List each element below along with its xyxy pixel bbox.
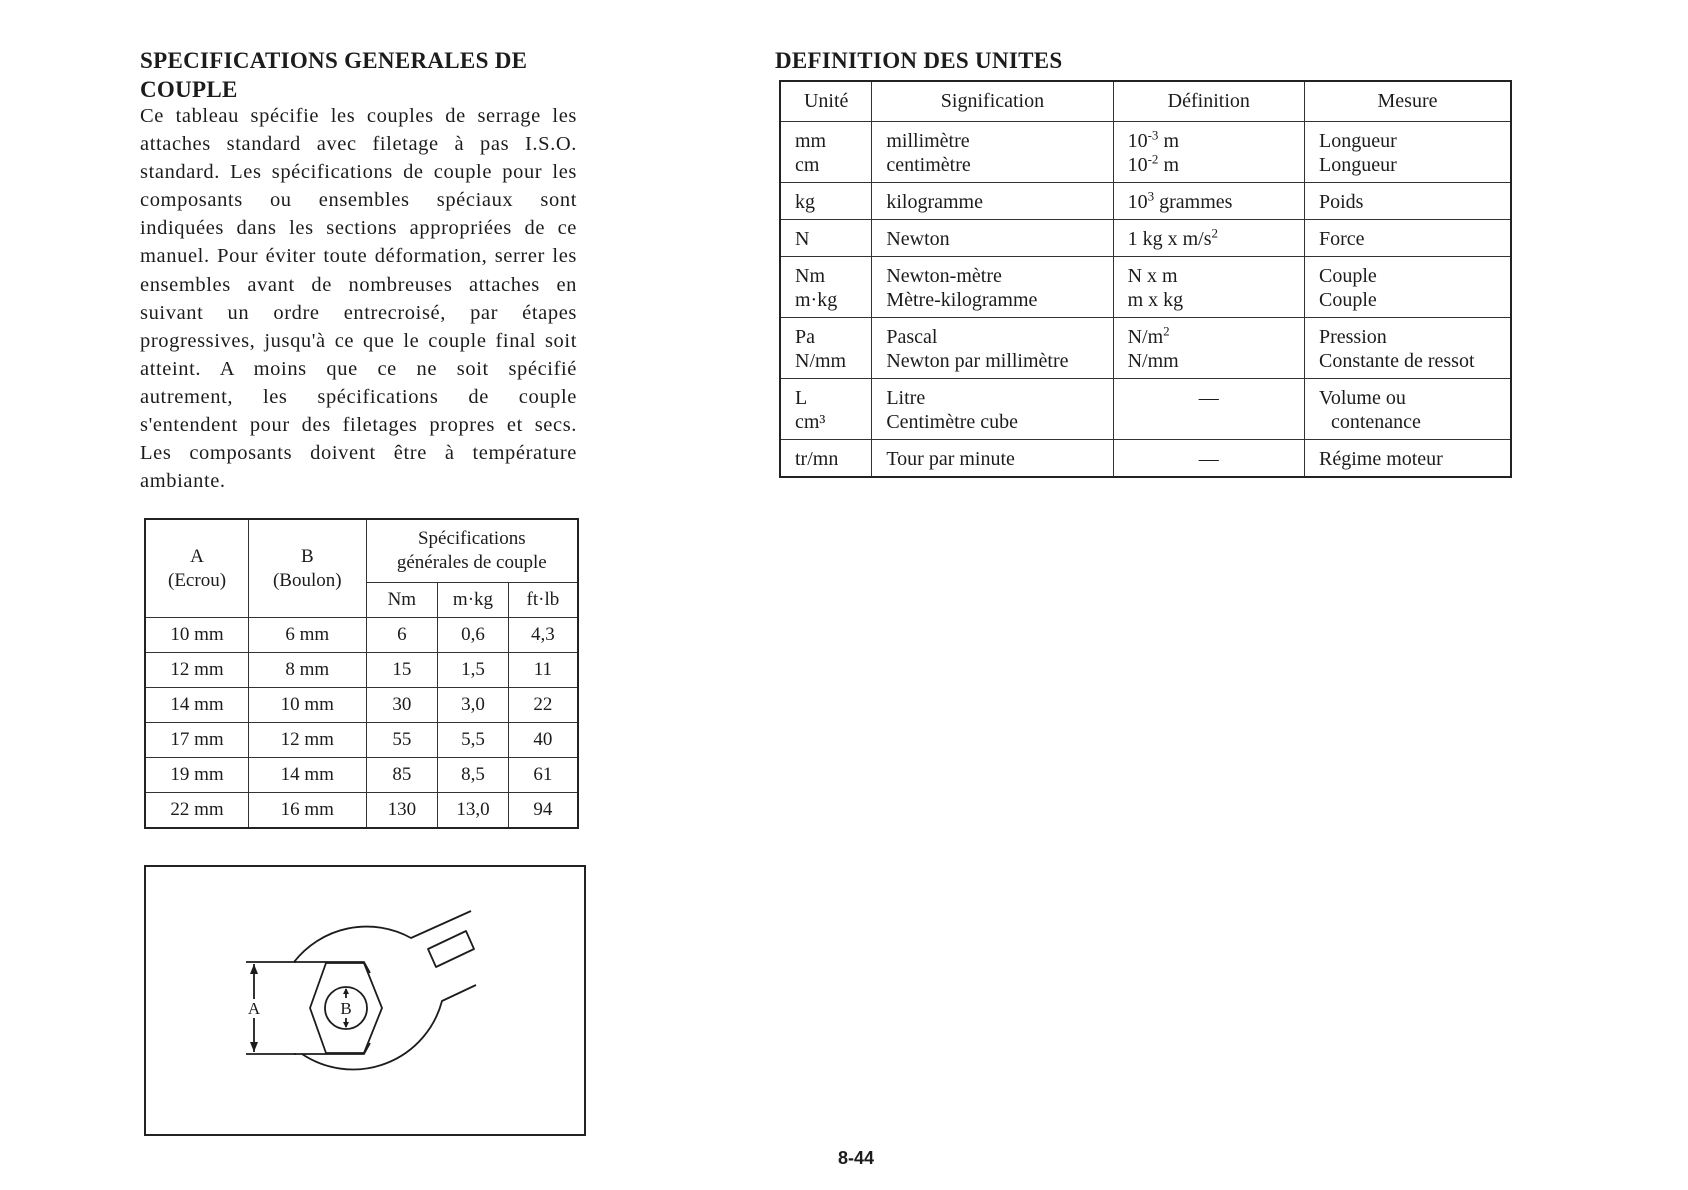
units-cell-signification <box>872 440 1113 478</box>
units-cell-mesure <box>1304 257 1511 318</box>
signification-text: Tour par minute <box>886 448 1015 470</box>
unite-text: kg <box>795 191 815 213</box>
mesure-text: Couple <box>1318 265 1377 287</box>
table-row <box>780 318 1511 379</box>
label-b: B <box>340 999 352 1018</box>
definition-suffix: m <box>1158 130 1179 152</box>
torque-cell: 94 <box>508 793 578 829</box>
definition-exponent: -2 <box>1147 151 1159 167</box>
unite-text: cm <box>795 154 820 176</box>
units-cell-unite <box>780 440 872 478</box>
signification-text: centimètre <box>886 154 971 176</box>
torque-cell: 15 <box>366 653 438 688</box>
table-row <box>780 122 1511 183</box>
units-cell-definition <box>1113 379 1304 440</box>
torque-cell: 16 mm <box>249 793 367 829</box>
arrow-a-up <box>250 964 258 974</box>
definition-text: 10 <box>1127 130 1148 152</box>
mesure-text: Régime moteur <box>1318 448 1443 470</box>
units-cell-mesure <box>1304 122 1511 183</box>
torque-cell: 30 <box>366 688 438 723</box>
wrench-diagram <box>146 867 584 1134</box>
definition-suffix: m <box>1158 154 1179 176</box>
group-line2: générales de couple <box>396 552 547 573</box>
arrow-b-down <box>343 1022 349 1028</box>
mesure-text: contenance <box>1330 411 1421 433</box>
torque-cell: 14 mm <box>145 688 249 723</box>
units-cell-mesure <box>1304 183 1511 220</box>
torque-cell: 19 mm <box>145 758 249 793</box>
table-row <box>780 183 1511 220</box>
torque-cell: 130 <box>366 793 438 829</box>
units-cell-signification <box>872 220 1113 257</box>
units-table <box>779 80 1512 478</box>
definition-exponent: 2 <box>1163 323 1170 339</box>
unite-text: Pa <box>795 326 815 348</box>
torque-cell: 1,5 <box>438 653 509 688</box>
table-row <box>145 793 578 829</box>
torque-heading <box>140 46 580 104</box>
wrench-slot <box>428 931 474 967</box>
wrench-jaw <box>294 962 370 1054</box>
units-cell-unite <box>780 257 872 318</box>
signification-text: Centimètre cube <box>886 411 1018 433</box>
wrench-figure <box>144 865 586 1136</box>
units-cell-definition <box>1113 440 1304 478</box>
col-a-letter: A <box>190 545 204 567</box>
signification-text: millimètre <box>886 130 970 152</box>
torque-cell: 22 mm <box>145 793 249 829</box>
definition-text: 10 <box>1127 191 1148 213</box>
torque-cell: 10 mm <box>145 618 249 653</box>
units-header-definition: Définition <box>1113 81 1304 122</box>
torque-cell: 17 mm <box>145 723 249 758</box>
table-row <box>780 257 1511 318</box>
units-cell-unite <box>780 122 872 183</box>
torque-cell: 12 mm <box>145 653 249 688</box>
unite-text: mm <box>795 130 827 152</box>
unite-text: cm³ <box>795 411 826 433</box>
table-row <box>145 618 578 653</box>
units-header-signification: Signification <box>872 81 1113 122</box>
units-cell-signification <box>872 183 1113 220</box>
mesure-text: Constante de ressot <box>1318 350 1475 372</box>
torque-cell: 13,0 <box>438 793 509 829</box>
units-cell-unite <box>780 318 872 379</box>
definition-text: N/m <box>1127 326 1164 348</box>
torque-cell: 22 <box>508 688 578 723</box>
arrow-a-down <box>250 1042 258 1052</box>
torque-cell: 0,6 <box>438 618 509 653</box>
unite-text: N <box>795 228 810 250</box>
torque-cell: 8,5 <box>438 758 509 793</box>
mesure-text: Longueur <box>1318 130 1397 152</box>
units-cell-mesure <box>1304 220 1511 257</box>
signification-text: kilogramme <box>886 191 983 213</box>
torque-cell: 6 mm <box>249 618 367 653</box>
units-cell-signification <box>872 122 1113 183</box>
table-row <box>780 440 1511 478</box>
definition-text: — <box>1198 387 1219 409</box>
col-a-label: (Ecrou) <box>168 569 227 591</box>
unit-header-ftlb: ft·lb <box>508 583 578 618</box>
definition-text: N/mm <box>1127 350 1179 372</box>
mesure-text: Poids <box>1318 191 1364 213</box>
definition-exponent: -3 <box>1147 127 1159 143</box>
units-heading: DEFINITION DES UNITES <box>775 48 1063 73</box>
signification-text: Litre <box>886 387 926 409</box>
col-a-header <box>145 519 249 618</box>
units-cell-signification <box>872 257 1113 318</box>
definition-text: 1 kg x m/s <box>1127 228 1212 250</box>
torque-cell: 8 mm <box>249 653 367 688</box>
signification-text: Pascal <box>886 326 938 348</box>
label-a: A <box>247 999 261 1018</box>
units-cell-mesure <box>1304 440 1511 478</box>
definition-suffix: grammes <box>1154 191 1233 213</box>
units-cell-definition <box>1113 318 1304 379</box>
col-b-header <box>249 519 367 618</box>
torque-cell: 14 mm <box>249 758 367 793</box>
torque-group-header <box>366 519 578 583</box>
definition-text: — <box>1198 448 1219 470</box>
torque-cell: 12 mm <box>249 723 367 758</box>
units-cell-signification <box>872 379 1113 440</box>
torque-cell: 4,3 <box>508 618 578 653</box>
table-row <box>780 220 1511 257</box>
torque-cell: 10 mm <box>249 688 367 723</box>
unite-text: Nm <box>795 265 825 287</box>
torque-cell: 85 <box>366 758 438 793</box>
units-cell-mesure <box>1304 318 1511 379</box>
wrench-head-upper <box>294 911 471 962</box>
unite-text: m·kg <box>795 289 838 311</box>
torque-table <box>144 518 579 829</box>
units-cell-signification <box>872 318 1113 379</box>
table-row <box>780 379 1511 440</box>
torque-heading-line2: COUPLE <box>140 77 238 102</box>
mesure-text: Longueur <box>1318 154 1397 176</box>
definition-exponent: 3 <box>1147 188 1155 204</box>
table-row <box>145 758 578 793</box>
torque-heading-line1: SPECIFICATIONS GENERALES DE <box>140 48 528 73</box>
mesure-text: Volume ou <box>1318 387 1406 409</box>
unite-text: N/mm <box>795 350 847 372</box>
units-header-mesure: Mesure <box>1304 81 1511 122</box>
intro-paragraph: Ce tableau spécifie les couples de serrage les attaches standard avec filetage à pas I.S.O. standard. Les spécifications de couple pour les composants ou ensembles spéciaux sont indiquées dans les sections appropriées de ce manuel. Pour éviter toute déformation, serrer les ensembles avant de nombreuses attaches en suivant un ordre entrecroisé, par étapes progressives, jusqu'à ce que le couple final soit atteint. A moins que ce ne soit spécifié autrement, les spécifications de couple s'entendent pour des filetages propres et secs. Les composants doivent être à température ambiante. <box>140 105 577 493</box>
table-row <box>145 723 578 758</box>
signification-text: Newton-mètre <box>886 265 1002 287</box>
signification-text: Newton <box>886 228 950 250</box>
torque-cell: 55 <box>366 723 438 758</box>
group-line1: Spécifications <box>417 528 526 549</box>
arrow-b-up <box>343 988 349 994</box>
unit-header-nm: Nm <box>366 583 438 618</box>
definition-text: m x kg <box>1127 289 1184 311</box>
mesure-text: Pression <box>1318 326 1387 348</box>
units-cell-mesure <box>1304 379 1511 440</box>
units-cell-definition <box>1113 183 1304 220</box>
units-cell-unite <box>780 379 872 440</box>
mesure-text: Couple <box>1318 289 1377 311</box>
definition-exponent: 2 <box>1211 225 1218 241</box>
unite-text: tr/mn <box>795 448 839 470</box>
units-cell-unite <box>780 220 872 257</box>
definition-text: 10 <box>1127 154 1148 176</box>
page-number: 8-44 <box>838 1148 875 1168</box>
torque-cell: 6 <box>366 618 438 653</box>
unit-header-mkg: m·kg <box>438 583 509 618</box>
units-cell-definition <box>1113 220 1304 257</box>
col-b-label: (Boulon) <box>272 569 342 591</box>
torque-cell: 3,0 <box>438 688 509 723</box>
unite-text: L <box>795 387 808 409</box>
table-row <box>145 688 578 723</box>
units-cell-definition <box>1113 257 1304 318</box>
torque-cell: 5,5 <box>438 723 509 758</box>
torque-cell: 40 <box>508 723 578 758</box>
units-header-unite: Unité <box>780 81 872 122</box>
table-row <box>145 653 578 688</box>
units-cell-unite <box>780 183 872 220</box>
signification-text: Mètre-kilogramme <box>886 289 1038 311</box>
torque-cell: 61 <box>508 758 578 793</box>
torque-cell: 11 <box>508 653 578 688</box>
units-cell-definition <box>1113 122 1304 183</box>
signification-text: Newton par millimètre <box>886 350 1069 372</box>
mesure-text: Force <box>1318 228 1365 250</box>
definition-text: N x m <box>1127 265 1178 287</box>
col-b-letter: B <box>300 545 314 567</box>
